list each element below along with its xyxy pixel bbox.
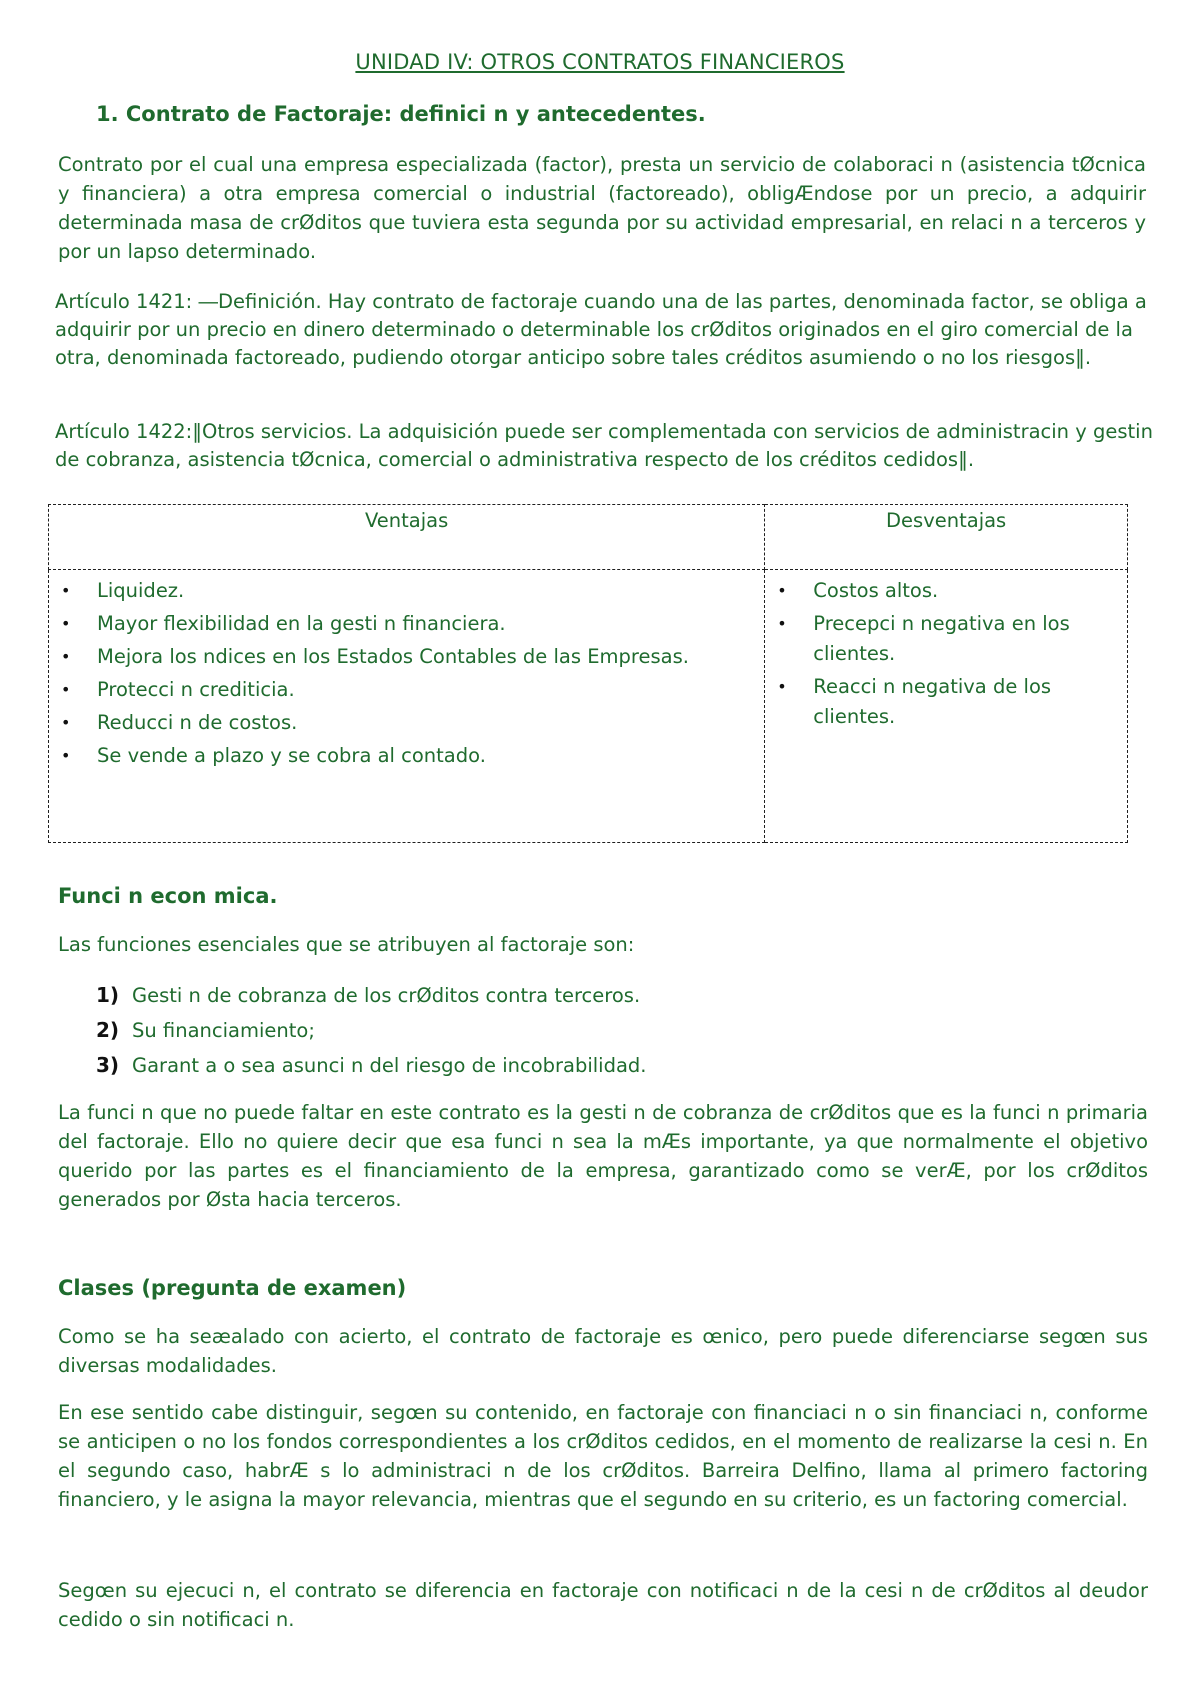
page-title: UNIDAD IV: OTROS CONTRATOS FINANCIEROS bbox=[355, 50, 845, 74]
list-number: 3) bbox=[96, 1053, 120, 1077]
clases-paragraph-1: Como se ha seæalado con acierto, el contrato de factoraje es œnico, pero puede diferenciarse segœn sus diversas modalidades. bbox=[58, 1325, 1148, 1377]
bullet-icon: • bbox=[61, 746, 71, 765]
header-ventajas: Ventajas bbox=[49, 505, 765, 570]
list-item: 2) Su financiamiento; bbox=[96, 1015, 647, 1046]
list-item: • Reacci n negativa de los clientes. bbox=[765, 672, 1127, 732]
list-item: • Protecci n crediticia. bbox=[49, 675, 764, 705]
funcion-economica-heading: Funci n econ mica. bbox=[58, 884, 278, 908]
bullet-icon: • bbox=[61, 614, 71, 633]
bullet-icon: • bbox=[61, 647, 71, 666]
list-item: • Se vende a plazo y se cobra al contado. bbox=[49, 741, 764, 771]
funciones-list bbox=[96, 980, 647, 1085]
list-item: • Costos altos. bbox=[765, 576, 1127, 606]
article-1422-paragraph: Artículo 1422:‖Otros servicios. La adquisición puede ser complementada con servicios de administracin y gestin de cobranza, asistencia tØcnica, comercial o administrativa respecto de los créditos cedidos‖. bbox=[55, 420, 1153, 471]
list-number: 2) bbox=[96, 1018, 120, 1042]
list-item: • Reducci n de costos. bbox=[49, 708, 764, 738]
bullet-icon: • bbox=[777, 614, 787, 633]
clases-paragraph-2: En ese sentido cabe distinguir, segœn su contenido, en factoraje con financiaci n o sin financiaci n, conforme se anticipen o no los fondos correspondientes a los crØditos cedidos, en el momento de realizarse la cesi n. En el segundo caso, habrÆ s lo administraci n de los crØditos. Barreira Delfino, llama al primero factoring financiero, y le asigna la mayor relevancia, mientras que el segundo en su criterio, es un factoring comercial. bbox=[58, 1401, 1148, 1511]
bullet-icon: • bbox=[61, 713, 71, 732]
list-item: • Liquidez. bbox=[49, 576, 764, 606]
definition-paragraph: Contrato por el cual una empresa especializada (factor), presta un servicio de colaboraci n (asistencia tØcnica y financiera) a otra empresa comercial o industrial (factoreado), obligÆndose por un precio, a adquirir determinada masa de crØditos que tuviera esta segunda por su actividad empresarial, en relaci n a terceros y por un lapso determinado. bbox=[58, 153, 1146, 263]
clases-paragraph-3: Segœn su ejecuci n, el contrato se diferencia en factoraje con notificaci n de la cesi n de crØditos al deudor cedido o sin notificaci n. bbox=[58, 1579, 1148, 1631]
article-1421-paragraph: Artículo 1421: ―Definición. Hay contrato de factoraje cuando una de las partes, denominada factor, se obliga a adquirir por un precio en dinero determinado o determinable los crØditos originados en el giro comercial de la otra, denominada factoreado, pudiendo otorgar anticipo sobre tales créditos asumiendo o no los riesgos‖. bbox=[55, 290, 1147, 369]
funciones-intro: Las funciones esenciales que se atribuyen al factoraje son: bbox=[58, 933, 635, 956]
ventajas-cell bbox=[49, 570, 765, 843]
desventajas-cell bbox=[765, 570, 1128, 843]
bullet-icon: • bbox=[777, 677, 787, 696]
bullet-icon: • bbox=[61, 680, 71, 699]
ventajas-list bbox=[49, 570, 764, 771]
list-item: • Precepci n negativa en los clientes. bbox=[765, 609, 1127, 669]
table-body-row bbox=[49, 570, 1128, 843]
clases-heading: Clases (pregunta de examen) bbox=[58, 1276, 407, 1300]
advantages-disadvantages-table bbox=[48, 504, 1128, 843]
list-item: 1) Gesti n de cobranza de los crØditos contra terceros. bbox=[96, 980, 647, 1011]
list-number: 1) bbox=[96, 983, 120, 1007]
header-desventajas: Desventajas bbox=[765, 505, 1128, 570]
list-item: • Mayor flexibilidad en la gesti n financiera. bbox=[49, 609, 764, 639]
table-header-row bbox=[49, 505, 1128, 570]
bullet-icon: • bbox=[61, 581, 71, 600]
section-heading-factoraje: 1. Contrato de Factoraje: definici n y antecedentes. bbox=[96, 102, 706, 126]
list-item: • Mejora los ndices en los Estados Contables de las Empresas. bbox=[49, 642, 764, 672]
list-item: 3) Garant a o sea asunci n del riesgo de incobrabilidad. bbox=[96, 1050, 647, 1081]
bullet-icon: • bbox=[777, 581, 787, 600]
funcion-paragraph: La funci n que no puede faltar en este contrato es la gesti n de cobranza de crØditos que es la funci n primaria del factoraje. Ello no quiere decir que esa funci n sea la mÆs importante, ya que normalmente el objetivo querido por las partes es el financiamiento de la empresa, garantizado como se verÆ, por los crØditos generados por Østa hacia terceros. bbox=[58, 1101, 1148, 1211]
desventajas-list bbox=[765, 570, 1127, 732]
